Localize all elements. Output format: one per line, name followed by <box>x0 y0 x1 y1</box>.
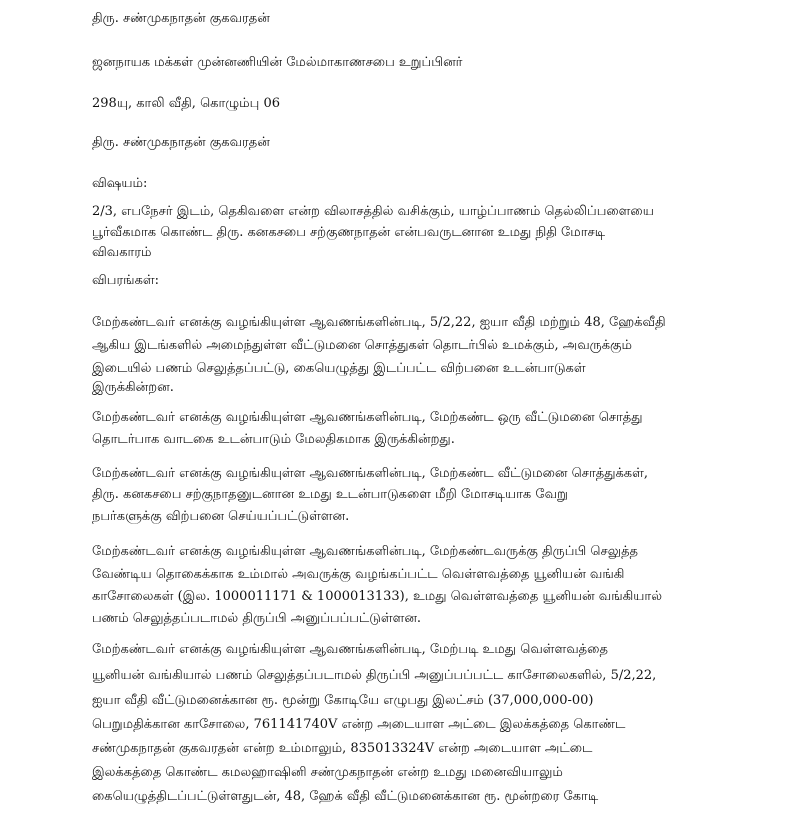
paragraph-line: ஆகிய இடங்களில் அமைந்துள்ள வீட்டுமனை சொத்துகள் தொடர்பில் உமக்கும், அவருக்கும் <box>92 338 632 353</box>
paragraph-line: பணம் செலுத்தப்படாமல் திருப்பி அனுப்பப்பட்டுள்ளன. <box>92 611 422 626</box>
recipient-name: திரு. சண்முகநாதன் குகவரதன் <box>92 135 270 150</box>
paragraph-line: கையெழுத்திடப்பட்டுள்ளதுடன், 48, ஹேக் வீதி வீட்டுமனைக்கான ரூ. மூன்றரை கோடி <box>92 789 599 804</box>
paragraph-line: மேற்கண்டவர் எனக்கு வழங்கியுள்ள ஆவணங்களின்படி, 5/2,22, ஐயா வீதி மற்றும் 48, ஹேக்வீதி <box>92 315 666 330</box>
subject-label: விஷயம்: <box>92 176 148 191</box>
paragraph-line: திரு. கனகசபை சற்குநாதனுடனான உமது உடன்பாடுகளை மீறி மோசடியாக வேறு <box>92 487 568 502</box>
paragraph-line: இடையில் பணம் செலுத்தப்பட்டு, கையெழுத்து இடப்பட்ட விற்பனை உடன்பாடுகள் <box>92 361 586 376</box>
paragraph-line: பெறுமதிக்கான காசோலை, 761141740V என்ற அடையாள அட்டை இலக்கத்தை கொண்ட <box>92 717 626 732</box>
paragraph-line: சண்முகநாதன் குகவரதன் என்ற உம்மாலும், 835013324V என்ற அடையாள அட்டை <box>92 741 593 756</box>
paragraph-line: மேற்கண்டவர் எனக்கு வழங்கியுள்ள ஆவணங்களின்படி, மேற்படி உமது வெள்ளவத்தை <box>92 642 608 657</box>
sender-name: திரு. சண்முகநாதன் குகவரதன் <box>92 11 270 26</box>
paragraph-line: யூனியன் வங்கியால் பணம் செலுத்தப்படாமல் திருப்பி அனுப்பப்பட்ட காசோலைகளில், 5/2,22, <box>92 668 657 683</box>
paragraph-line: இருக்கின்றன. <box>92 380 174 395</box>
subject-line: பூர்வீகமாக கொண்ட திரு. கனகசபை சற்குணநாதன் என்பவருடனான உமது நிதி மோசடி <box>92 225 606 240</box>
subject-line: விவகாரம் <box>92 245 152 260</box>
details-label: விபரங்கள்: <box>92 273 159 288</box>
paragraph-line: இலக்கத்தை கொண்ட கமலஹாஷினி சண்முகநாதன் என்ற உமது மனைவியாலும் <box>92 765 563 780</box>
sender-address: 298யு, காலி வீதி, கொழும்பு 06 <box>92 96 280 111</box>
paragraph-line: மேற்கண்டவர் எனக்கு வழங்கியுள்ள ஆவணங்களின்படி, மேற்கண்டவருக்கு திருப்பி செலுத்த <box>92 544 639 559</box>
paragraph-line: மேற்கண்டவர் எனக்கு வழங்கியுள்ள ஆவணங்களின்படி, மேற்கண்ட வீட்டுமனை சொத்துக்கள், <box>92 466 648 481</box>
paragraph-line: மேற்கண்டவர் எனக்கு வழங்கியுள்ள ஆவணங்களின்படி, மேற்கண்ட ஒரு வீட்டுமனை சொத்து <box>92 410 643 425</box>
paragraph-line: நபர்களுக்கு விற்பனை செய்யப்பட்டுள்ளன. <box>92 509 350 524</box>
paragraph-line: வேண்டிய தொகைக்காக உம்மால் அவருக்கு வழங்கப்பட்ட வெள்ளவத்தை யூனியன் வங்கி <box>92 567 625 582</box>
paragraph-line: ஐயா வீதி வீட்டுமனைக்கான ரூ. மூன்று கோடியே எழுபது இலட்சம் (37,000,000-00) <box>92 693 594 708</box>
subject-line: 2/3, எபநேசர் இடம், தெகிவளை என்ற விலாசத்தில் வசிக்கும், யாழ்ப்பாணம் தெல்லிப்பளையை <box>92 204 654 219</box>
sender-designation: ஜனநாயக மக்கள் முன்னணியின் மேல்மாகாணசபை உறுப்பினர் <box>92 55 463 70</box>
paragraph-line: தொடர்பாக வாடகை உடன்பாடும் மேலதிகமாக இருக்கின்றது. <box>92 432 455 447</box>
paragraph-line: காசோலைகள் (இல. 1000011171 & 1000013133), உமது வெள்ளவத்தை யூனியன் வங்கியால் <box>92 589 662 604</box>
